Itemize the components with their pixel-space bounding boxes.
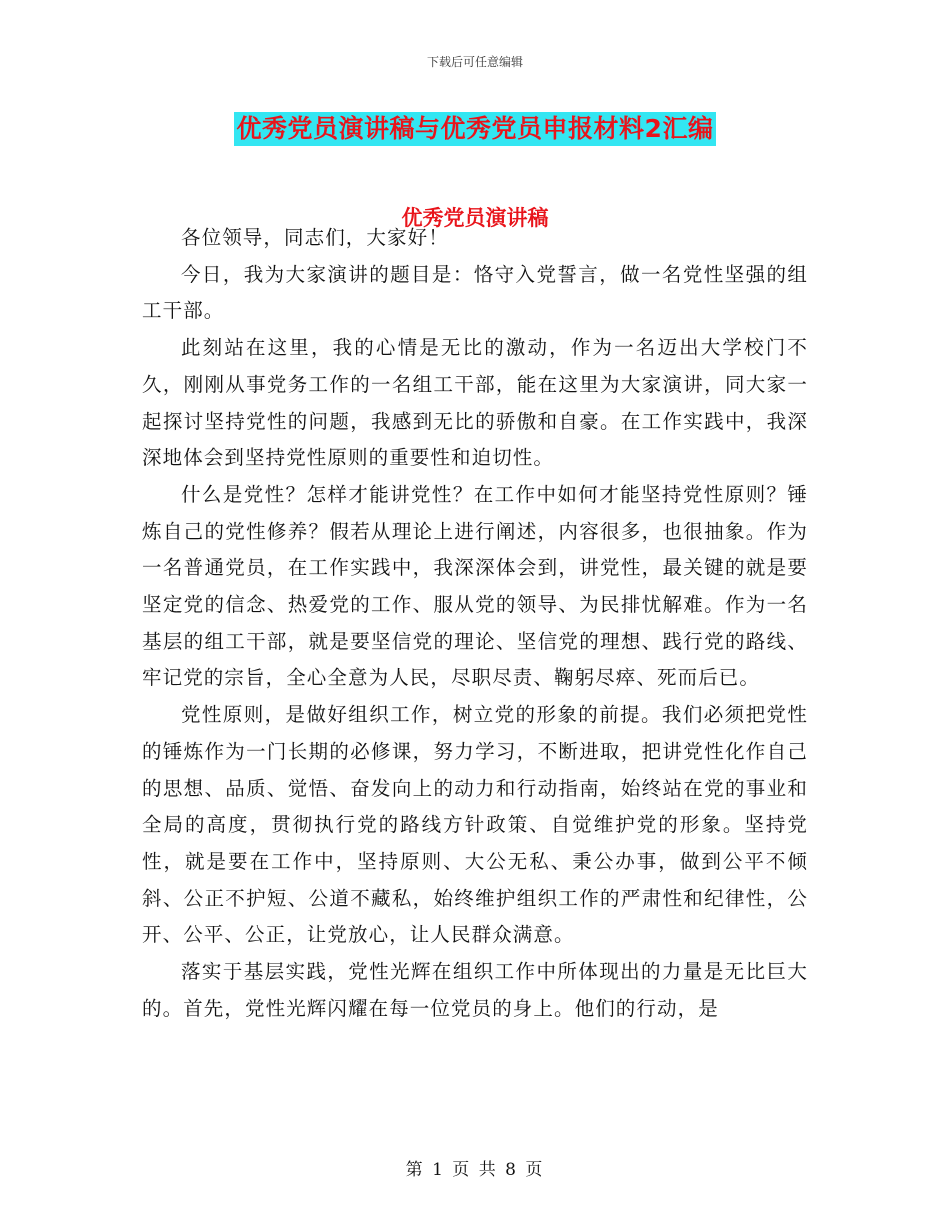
paragraph: 什么是党性？怎样才能讲党性？在工作中如何才能坚持党性原则？锤炼自己的党性修养？假若从理论上进行阐述，内容很多，也很抽象。作为一名普通党员，在工作实践中，我深深体会到，讲党性，最关键的就是要坚定党的信念、热爱党的工作、服从党的领导、为民排忧解难。作为一名基层的组工干部，就是要坚信党的理论、坚信党的理想、践行党的路线、牢记党的宗旨，全心全意为人民，尽职尽责、鞠躬尽瘁、死而后已。 [142, 482, 808, 690]
paragraph: 此刻站在这里，我的心情是无比的激动，作为一名迈出大学校门不久，刚刚从事党务工作的一名组工干部，能在这里为大家演讲，同大家一起探讨坚持党性的问题，我感到无比的骄傲和自豪。在工作实践中，我深深地体会到坚持党性原则的重要性和迫切性。 [142, 336, 808, 470]
paragraph: 今日，我为大家演讲的题目是：恪守入党誓言，做一名党性坚强的组工干部。 [142, 262, 808, 323]
paragraph: 党性原则，是做好组织工作，树立党的形象的前提。我们必须把党性的锤炼作为一门长期的必修课，努力学习，不断进取，把讲党性化作自己的思想、品质、觉悟、奋发向上的动力和行动指南，始终站在党的事业和全局的高度，贯彻执行党的路线方针政策、自觉维护党的形象。坚持党性，就是要在工作中，坚持原则、大公无私、秉公办事，做到公平不倾斜、公正不护短、公道不藏私，始终维护组织工作的严肃性和纪律性，公开、公平、公正，让党放心，让人民群众满意。 [142, 703, 808, 947]
paragraph: 各位领导，同志们，大家好！ [181, 226, 449, 249]
section-title: 优秀党员演讲稿 [401, 206, 549, 230]
paragraph: 落实于基层实践，党性光辉在组织工作中所体现出的力量是无比巨大的。首先，党性光辉闪耀在每一位党员的身上。他们的行动，是 [142, 960, 808, 1020]
document-title: 优秀党员演讲稿与优秀党员申报材料2汇编 [234, 112, 717, 146]
document-body [142, 220, 808, 1027]
document-title-container [0, 112, 950, 146]
header-note: 下载后可任意编辑 [426, 55, 523, 69]
page-number-footer: 第 1 页 共 8 页 [405, 1160, 545, 1180]
